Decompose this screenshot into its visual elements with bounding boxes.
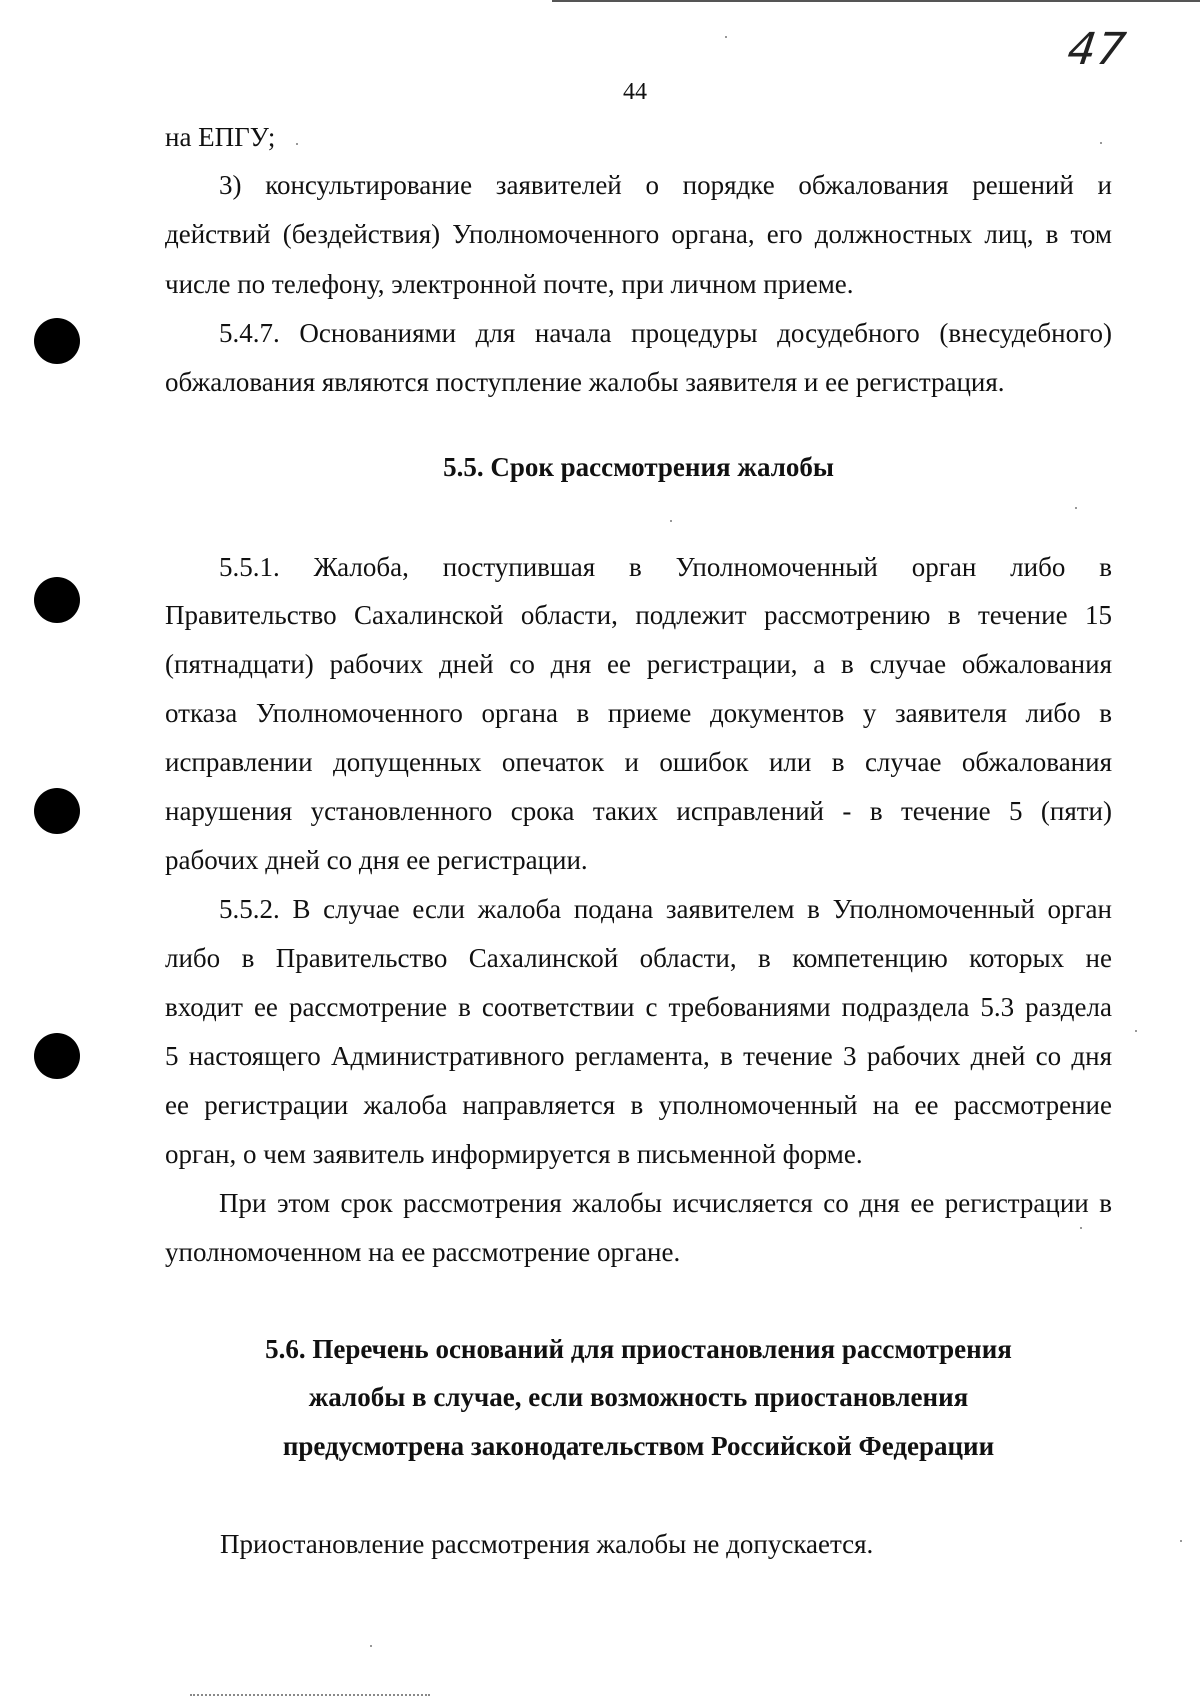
- scan-top-edge: [552, 0, 1200, 2]
- text-line: 5.5.1. Жалоба, поступившая в Уполномоченный орган либо в: [219, 552, 1112, 582]
- punch-hole: [34, 1033, 80, 1079]
- section-heading: предусмотрена законодательством Российской Федерации: [282, 1431, 995, 1461]
- text-line: числе по телефону, электронной почте, при личном приеме.: [165, 269, 854, 299]
- handwritten-page-number: 47: [1064, 24, 1130, 75]
- text-line: Приостановление рассмотрения жалобы не допускается.: [220, 1529, 874, 1559]
- text-line: 3) консультирование заявителей о порядке обжалования решений и: [219, 170, 1112, 200]
- text-line: 5 настоящего Административного регламента, в течение 3 рабочих дней со дня: [165, 1041, 1112, 1071]
- scan-speck: [670, 520, 672, 522]
- page-number: 44: [623, 79, 647, 105]
- scan-speck: [1080, 1227, 1082, 1229]
- text-line: 5.4.7. Основаниями для начала процедуры досудебного (внесудебного): [219, 318, 1112, 348]
- section-heading: жалобы в случае, если возможность приостановления: [308, 1382, 969, 1412]
- text-line: на ЕПГУ;: [165, 122, 276, 152]
- text-line: При этом срок рассмотрения жалобы исчисляется со дня ее регистрации в: [219, 1188, 1112, 1218]
- text-line: действий (бездействия) Уполномоченного органа, его должностных лиц, в том: [165, 219, 1112, 249]
- scan-speck: [1135, 1030, 1137, 1032]
- punch-hole: [34, 318, 80, 364]
- section-heading: 5.6. Перечень оснований для приостановления рассмотрения: [265, 1334, 1012, 1364]
- text-line: Правительство Сахалинской области, подлежит рассмотрению в течение 15: [165, 600, 1112, 630]
- text-line: исправлении допущенных опечаток и ошибок или в случае обжалования: [165, 747, 1112, 777]
- scan-speck: [296, 143, 298, 145]
- punch-hole: [34, 788, 80, 834]
- text-line: орган, о чем заявитель информируется в письменной форме.: [165, 1139, 863, 1169]
- scan-speck: [725, 36, 727, 38]
- text-line: (пятнадцати) рабочих дней со дня ее регистрации, а в случае обжалования: [165, 649, 1112, 679]
- scan-speck: [370, 1645, 372, 1647]
- text-line: рабочих дней со дня ее регистрации.: [165, 845, 588, 875]
- scan-speck: [1100, 142, 1102, 144]
- punch-hole: [34, 577, 80, 623]
- text-line: входит ее рассмотрение в соответствии с требованиями подраздела 5.3 раздела: [165, 992, 1112, 1022]
- section-heading: 5.5. Срок рассмотрения жалобы: [443, 452, 834, 482]
- text-line: ее регистрации жалоба направляется в уполномоченный на ее рассмотрение: [165, 1090, 1112, 1120]
- text-line: либо в Правительство Сахалинской области, в компетенцию которых не: [165, 943, 1112, 973]
- text-line: отказа Уполномоченного органа в приеме документов у заявителя либо в: [165, 698, 1112, 728]
- scan-noise: [190, 1694, 430, 1698]
- text-line: нарушения установленного срока таких исправлений - в течение 5 (пяти): [165, 796, 1112, 826]
- scan-speck: [1180, 1540, 1182, 1542]
- text-line: 5.5.2. В случае если жалоба подана заявителем в Уполномоченный орган: [219, 894, 1112, 924]
- text-line: уполномоченном на ее рассмотрение органе.: [165, 1237, 681, 1267]
- scan-speck: [1075, 507, 1077, 509]
- text-line: обжалования являются поступление жалобы заявителя и ее регистрация.: [165, 367, 1005, 397]
